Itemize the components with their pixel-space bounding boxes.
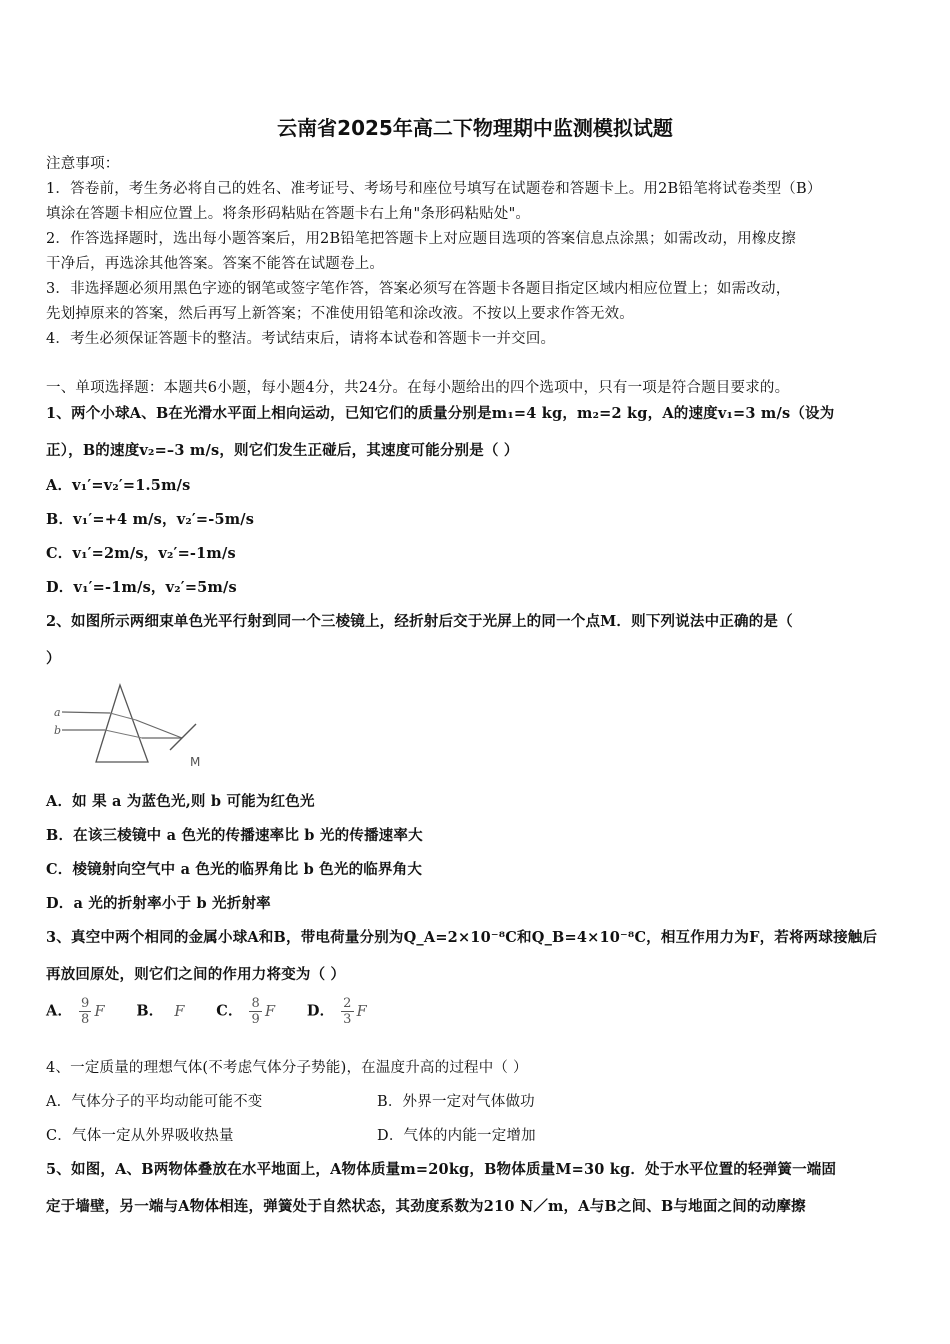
numerator: 8 (251, 996, 260, 1011)
q5-stem: 5、如图，A、B两物体叠放在水平地面上，A物体质量m=20kg，B物体质量M=30 kg．处于水平位置的轻弹簧一端固 (46, 1161, 837, 1178)
q1-option-d: D．v₁′=-1m/s，v₂′=5m/s (46, 579, 237, 596)
q3-option-d-label: D． (306, 1002, 335, 1020)
notice-line: 先划掉原来的答案，然后再写上新答案；不准使用铅笔和涂改液。不按以上要求作答无效。 (46, 306, 634, 322)
q4-stem: 4、一定质量的理想气体(不考虑气体分子势能)，在温度升高的过程中（ ） (46, 1060, 528, 1076)
ray-a-incident (62, 712, 110, 713)
q4-option-b: B．外界一定对气体做功 (377, 1094, 535, 1110)
denominator: 9 (251, 1012, 260, 1027)
q3-stem: 再放回原处，则它们之间的作用力将变为（ ） (46, 966, 346, 983)
q4-option-a: A．气体分子的平均动能可能不变 (46, 1094, 263, 1110)
q2-option-b: B．在该三棱镜中 a 色光的传播速率比 b 光的传播速率大 (46, 827, 423, 844)
prism-shape (96, 685, 148, 762)
ray-a-exit (136, 720, 182, 738)
q2-stem: ） (46, 650, 61, 667)
notice-line: 2．作答选择题时，选出每小题答案后，用2B铅笔把答题卡上对应题目选项的答案信息点涂黑；如需改动，用橡皮擦 (46, 231, 797, 247)
force-symbol: F (94, 1003, 105, 1020)
q3-stem: 3、真空中两个相同的金属小球A和B，带电荷量分别为Q_A=2×10⁻⁸C和Q_B=4×10⁻⁸C，相互作用力为F，若将两球接触后 (46, 929, 878, 946)
force-symbol: F (356, 1003, 367, 1020)
q1-stem: 1、两个小球A、B在光滑水平面上相向运动，已知它们的质量分别是m₁=4 kg，m₂=2 kg，A的速度v₁=3 m/s（设为 (46, 405, 835, 422)
q2-option-a: A．如 果 a 为蓝色光,则 b 可能为红色光 (46, 793, 315, 810)
denominator: 3 (343, 1012, 352, 1027)
q4-option-c: C．气体一定从外界吸收热量 (46, 1128, 234, 1144)
q1-option-c: C．v₁′=2m/s，v₂′=-1m/s (46, 545, 236, 562)
page-title: 云南省2025年高二下物理期中监测模拟试题 (277, 116, 673, 140)
q3-option-a-fraction (79, 996, 91, 1027)
q3-option-c-label: C． (216, 1002, 243, 1020)
q5-stem: 定于墙壁，另一端与A物体相连，弹簧处于自然状态，其劲度系数为210 N／m，A与B之间、B与地面之间的动摩擦 (46, 1198, 806, 1215)
q3-options (46, 996, 367, 1027)
q3-option-d-fraction (341, 996, 353, 1027)
numerator: 9 (80, 996, 90, 1011)
q3-option-b-label: B． (136, 1002, 164, 1020)
numerator: 2 (343, 996, 352, 1011)
notice-heading: 注意事项： (46, 156, 120, 172)
notice-line: 填涂在答题卡相应位置上。将条形码粘贴在答题卡右上角"条形码粘贴处"。 (46, 206, 531, 222)
q1-stem: 正），B的速度v₂=–3 m/s，则它们发生正碰后，其速度可能分别是（ ） (46, 442, 519, 459)
q2-stem: 2、如图所示两细束单色光平行射到同一个三棱镜上，经折射后交于光屏上的同一个点M．则下列说法中正确的是（ (46, 613, 793, 630)
label-a: a (54, 706, 61, 719)
notice-line: 3．非选择题必须用黑色字迹的钢笔或签字笔作答，答案必须写在答题卡各题目指定区域内相应位置上；如需改动， (46, 281, 791, 297)
section-heading: 一、单项选择题：本题共6小题，每小题4分，共24分。在每小题给出的四个选项中，只有一项是符合题目要求的。 (46, 380, 790, 396)
label-b: b (54, 724, 62, 737)
q4-option-d: D．气体的内能一定增加 (377, 1128, 536, 1144)
force-symbol: F (174, 1003, 185, 1020)
screen-line (170, 724, 196, 750)
denominator: 8 (80, 1012, 90, 1027)
notice-line: 干净后，再选涂其他答案。答案不能答在试题卷上。 (46, 256, 385, 272)
notice-line: 4．考生必须保证答题卡的整洁。考试结束后，请将本试卷和答题卡一并交回。 (46, 331, 556, 347)
label-m: M (190, 755, 201, 769)
q2-option-c: C．棱镜射向空气中 a 色光的临界角比 b 色光的临界角大 (46, 861, 423, 878)
notice-line: 1．答卷前，考生务必将自己的姓名、准考证号、考场号和座位号填写在试题卷和答题卡上。用2B铅笔将试卷类型（B） (46, 181, 822, 197)
q1-option-b: B．v₁′=+4 m/s，v₂′=-5m/s (46, 511, 255, 528)
force-symbol: F (264, 1003, 276, 1020)
q1-option-a: A．v₁′=v₂′=1.5m/s (46, 477, 191, 494)
q2-option-d: D．a 光的折射率小于 b 光折射率 (46, 895, 271, 912)
prism-diagram (50, 682, 220, 774)
q3-option-a-label: A． (46, 1002, 73, 1020)
q3-option-c-fraction (249, 996, 261, 1027)
